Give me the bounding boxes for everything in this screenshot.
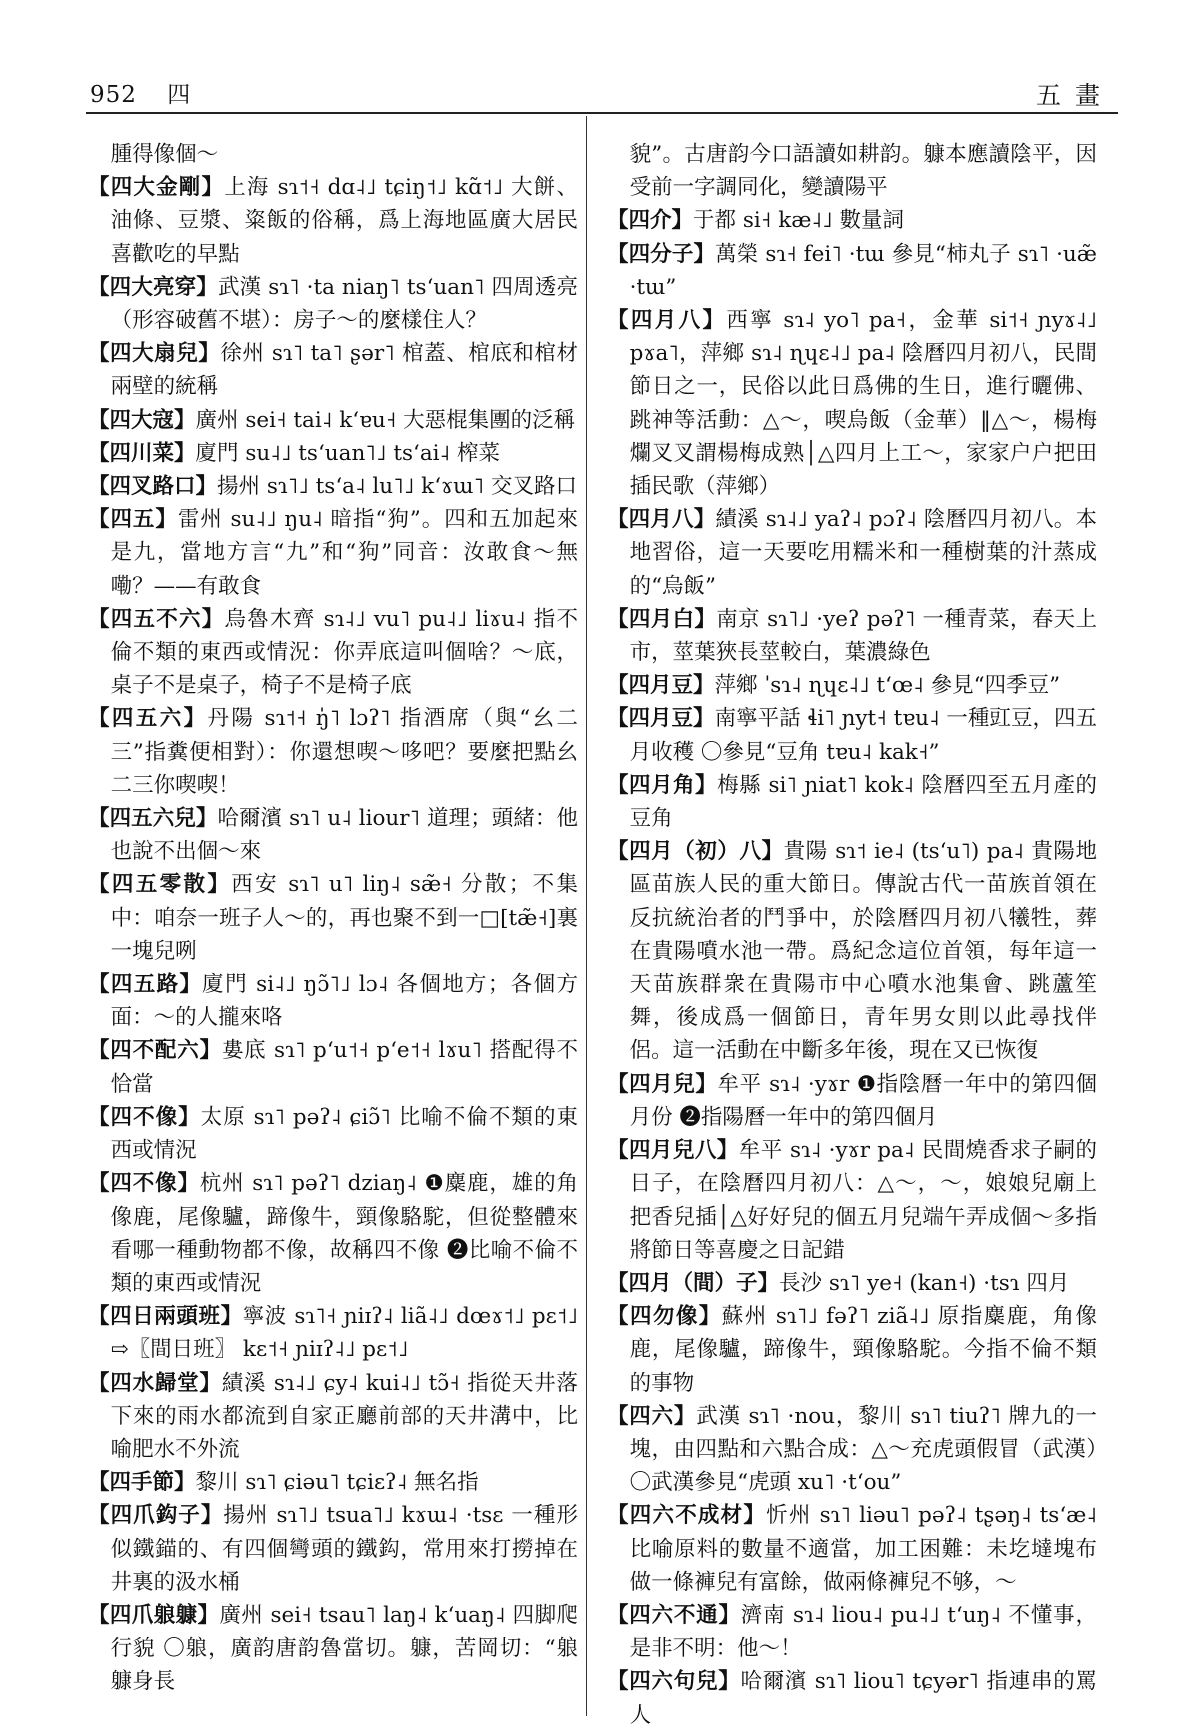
dictionary-entry	[88, 171, 578, 271]
dictionary-entry	[607, 835, 1097, 1067]
entry-headword: 【四月兒八】	[607, 1138, 739, 1164]
page-number: 952	[90, 82, 137, 108]
entry-headword: 【四五六兒】	[88, 806, 218, 832]
dictionary-entry	[607, 603, 1097, 669]
entry-body: 南寧平話 ɬi˥ ɲyt˧ tɐu˨ 一種豇豆，四五月收穫 〇參見“豆角 tɐu˨ kak˧”	[629, 706, 1097, 765]
entry-headword: 【四月豆】	[607, 706, 715, 732]
dictionary-entry	[88, 968, 578, 1034]
right-column	[607, 138, 1097, 1732]
entry-headword: 【四月角】	[607, 772, 718, 798]
entry-body: 貌”。古唐韵今口語讀如耕韵。躿本應讀陰平，因受前一字調同化，變讀陽平	[629, 142, 1097, 201]
header-left	[90, 76, 191, 109]
dictionary-entry	[607, 304, 1097, 503]
entry-headword: 【四不像】	[88, 1104, 201, 1130]
entry-body: 西寧 sɿ˨ yo˥ pa˧，金華 si˦˧ ɲyɤ˨˩ pɤa˥，萍鄉 sɿ˨ ɳɥɛ˨˩ pa˨ 陰曆四月初八，民間節日之一，民俗以此日爲佛的生日，進行曬佛、跳神等活動：△～，喫烏飯（金華）‖△～，楊梅爛叉叉謂楊梅成熟│△四月上工～，家家户户把田插民歌（萍鄉）	[629, 308, 1097, 500]
dictionary-entry	[607, 769, 1097, 835]
entry-body: 萬榮 sɿ˧ fei˥ ·tɯ 參見“柿丸子 sɿ˥ ·uæ̃ ·tɯ”	[629, 241, 1097, 300]
entry-headword: 【四日兩頭班】	[88, 1304, 243, 1330]
entry-body: 黎川 sɿ˥ ɕiəu˥ tɕiɛʔ˨ 無名指	[195, 1470, 479, 1496]
entry-headword: 【四爪躴躿】	[88, 1602, 220, 1628]
dictionary-entry	[607, 1400, 1097, 1500]
dictionary-entry	[88, 702, 578, 802]
entry-headword: 【四五零散】	[88, 872, 232, 898]
entry-body: 上海 sɿ˦˧ dɑ˨˩ tɕiŋ˦˩ kɑ̃˦˩ 大餅、油條、豆漿、粢飯的俗稱，爲上海地區廣大居民喜歡吃的早點	[110, 175, 578, 267]
entry-headword: 【四五】	[88, 507, 178, 533]
entry-headword: 【四大亮穿】	[88, 274, 218, 300]
entry-body: 烏魯木齊 sɿ˨˩ vu˥ pu˨˩ liɤu˨ 指不倫不類的東西或情況：你弄底這叫個啥？～底，桌子不是桌子，椅子不是椅子底	[110, 606, 578, 699]
entry-body: 梅縣 si˥ ɲiat˥ kok˨ 陰曆四至五月產的豆角	[629, 772, 1097, 832]
dictionary-entry	[607, 1134, 1097, 1267]
dictionary-entry	[88, 1367, 578, 1467]
entry-body: 南京 sɿ˥˩ ·yeʔ pəʔ˥ 一種青菜，春天上市，莖葉狹長莖較白，葉濃綠色	[629, 606, 1097, 666]
entry-headword: 【四月（初）八】	[607, 839, 784, 865]
entry-body: 武漢 sɿ˥ ·nou，黎川 sɿ˥ tiuʔ˥ 牌九的一塊，由四點和六點合成：△～充虎頭假冒（武漢）〇武漢參見“虎頭 xu˥ ·tʻou”	[629, 1403, 1097, 1496]
dictionary-entry	[88, 470, 578, 503]
dictionary-entry	[88, 1466, 578, 1499]
dictionary-entry	[607, 1267, 1097, 1300]
entry-body: 長沙 sɿ˥ ye˧ (kan˧) ·tsɿ 四月	[779, 1270, 1070, 1296]
entry-body: 武漢 sɿ˥ ·ta niaŋ˥ tsʻuan˥ 四周透亮（形容破舊不堪）：房子～的麼樣住人？	[110, 274, 578, 334]
page-header	[86, 72, 1118, 114]
dictionary-entry	[88, 1599, 578, 1699]
entry-body: 寧波 sɿ˥˧ ɲiɪʔ˨ liã˨˩ dœɤ˦˩ pɛ˦˩ ⇨〖間日班〗 kɛ˦˧ ɲiɪʔ˨˩ pɛ˦˩	[110, 1304, 578, 1363]
dictionary-entry	[88, 868, 578, 968]
entry-body: 萍鄉 ˈsɿ˨ ɳɥɛ˨˩ tʻœ˨ 參見“四季豆”	[714, 673, 1061, 699]
entry-body: 西安 sɿ˥ u˥ liŋ˨ sæ̃˧ 分散；不集中：咱奈一班子人～的，再也聚不到一□[tæ̃˧]裏一塊兒咧	[110, 872, 578, 964]
entry-body: 忻州 sɿ˥ liəu˥ pəʔ˨ tʂəŋ˨ tsʻæ˨ 比喻原料的數量不適當，加工困難：未圪墶塊布做一條褲兒有富餘，做兩條褲兒不够，～	[629, 1503, 1097, 1595]
entry-headword: 【四五不六】	[88, 606, 225, 632]
entry-headword: 【四大金剛】	[88, 175, 225, 201]
entry-body: 蘇州 sɿ˥˩ fəʔ˥ ziã˨˩ 原指麋鹿，角像鹿，尾像驢，蹄像牛，頸像駱駝。今指不倫不類的事物	[629, 1304, 1097, 1396]
entry-body: 雷州 su˨˩ ŋu˨ 暗指“狗”。四和五加起來是九，當地方言“九”和“狗”同音：汝敢食～無嘞？——有敢食	[110, 507, 578, 599]
entry-body: 徐州 sɿ˥ ta˥ ʂər˥ 棺蓋、棺底和棺材兩壁的統稱	[110, 341, 578, 400]
dictionary-entry	[607, 138, 1097, 204]
entry-body: 哈爾濱 sɿ˥ liou˥ tɕyər˥ 指連串的罵人	[629, 1669, 1097, 1728]
entry-body: 丹陽 sɿ˦˧ ŋ̍˥ lɔʔ˥ 指酒席（與“幺二三”指糞便相對）：你還想喫～哆吧？要麼把點幺二三你喫喫！	[110, 706, 578, 798]
column-divider	[586, 116, 587, 1716]
entry-headword: 【四大扇兒】	[88, 341, 221, 367]
entry-body: 腫得像個～	[110, 142, 219, 167]
dictionary-entry	[88, 437, 578, 470]
entry-headword: 【四分子】	[607, 241, 716, 267]
dictionary-entry	[88, 337, 578, 403]
dictionary-entry	[88, 138, 578, 171]
entry-headword: 【四月八】	[607, 308, 727, 334]
entry-body: 牟平 sɿ˨ ·yɤr pa˨ 民間燒香求子嗣的日子，在陰曆四月初八：△～，～，娘娘兒廟上把香兒插│△好好兒的個五月兒端午弄成個～多指將節日等喜慶之日記錯	[629, 1138, 1097, 1263]
entry-headword: 【四水歸堂】	[88, 1370, 222, 1396]
entry-headword: 【四月（間）子】	[607, 1270, 780, 1296]
entry-body: 太原 sɿ˥ pəʔ˨ ɕiɔ̃˥ 比喻不倫不類的東西或情況	[110, 1104, 578, 1164]
entry-headword: 【四月白】	[607, 606, 717, 632]
entry-body: 廣州 sei˧ tsau˥ laŋ˨ kʻuaŋ˨ 四脚爬行貌 〇躴，廣韵唐韵魯當切。躿，苦岡切：“躴躿身長	[110, 1602, 578, 1695]
entry-body: 廈門 si˨˩ ŋɔ̃˥˩ lɔ˨ 各個地方；各個方面：～的人攏來咯	[110, 972, 578, 1031]
dictionary-entry	[607, 503, 1097, 603]
entry-body: 濟南 sɿ˨ liou˨ pu˨˩ tʻuŋ˨ 不懂事，是非不明：他～！	[629, 1602, 1097, 1662]
entry-headword: 【四叉路口】	[88, 474, 218, 500]
dictionary-entry	[88, 503, 578, 603]
entry-body: 婁底 sɿ˥ pʻu˦˧ pʻe˦˧ lɤu˥ 搭配得不恰當	[110, 1038, 578, 1097]
entry-headword: 【四五路】	[88, 972, 203, 998]
dictionary-entry	[607, 1665, 1097, 1731]
dictionary-entry	[607, 1300, 1097, 1400]
entry-body: 杭州 sɿ˥ pəʔ˥ dziaŋ˨ ❶麋鹿，雄的角像鹿，尾像驢，蹄像牛，頸像駱駝，但從整體來看哪一種動物都不像，故稱四不像 ❷比喻不倫不類的東西或情況	[110, 1171, 578, 1296]
entry-headword: 【四六句兒】	[607, 1669, 741, 1695]
entry-body: 揚州 sɿ˥˩ tsua˥˩ kɤɯ˨ ·tsɛ 一種形似鐵錨的、有四個彎頭的鐵鈎，常用來打撈掉在井裏的汲水桶	[110, 1503, 578, 1595]
entry-body: 于都 si˧ kæ˨˩ 數量詞	[693, 208, 904, 234]
entry-headword: 【四月八】	[607, 507, 716, 533]
entry-body: 廣州 sei˧ tai˨ kʻɐu˧ 大惡棍集團的泛稱	[195, 407, 576, 433]
entry-headword: 【四爪鈎子】	[88, 1503, 224, 1529]
entry-headword: 【四勿像】	[607, 1304, 722, 1330]
dictionary-entry	[607, 1499, 1097, 1599]
dictionary-entry	[607, 1068, 1097, 1134]
entry-headword: 【四五六】	[88, 706, 208, 732]
left-column	[88, 138, 578, 1699]
entry-body: 揚州 sɿ˥˩ tsʻa˨ lu˥˩ kʻɤɯ˥ 交叉路口	[217, 474, 577, 500]
dictionary-entry	[607, 702, 1097, 768]
entry-body: 廈門 su˨˩ tsʻuan˥˩ tsʻai˨ 榨菜	[195, 440, 500, 466]
entry-body: 績溪 sɿ˨˩ ɕy˨ kui˨˩ tɔ̃˧ 指從天井落下來的雨水都流到自家正廳前部的天井溝中，比喻肥水不外流	[110, 1370, 578, 1462]
entry-body: 牟平 sɿ˨ ·yɤr ❶指陰曆一年中的第四個月份 ❷指陽曆一年中的第四個月	[629, 1071, 1097, 1130]
dictionary-entry	[607, 238, 1097, 304]
section-title: 五畫	[1035, 81, 1114, 110]
entry-body: 哈爾濱 sɿ˥ u˨ liour˥ 道理；頭緒：他也說不出個～來	[110, 806, 578, 865]
dictionary-entry	[88, 404, 578, 437]
entry-headword: 【四月兒】	[607, 1071, 718, 1097]
dictionary-entry	[88, 1167, 578, 1300]
entry-headword: 【四川菜】	[88, 440, 196, 466]
entry-headword: 【四手節】	[88, 1470, 196, 1496]
entry-body: 貴陽 sɿ˦ ie˨ (tsʻu˥) pa˨ 貴陽地區苗族人民的重大節日。傳說古代一苗族首領在反抗統治者的鬥爭中，於陰曆四月初八犧牲，葬在貴陽噴水池一帶。爲紀念這位首領，每年這一天苗族群衆在貴陽市中心噴水池集會、跳蘆笙舞，後成爲一個節日，青年男女則以此尋找伴侶。這一活動在中斷多年後，現在又已恢復	[629, 839, 1097, 1064]
dictionary-entry	[88, 1300, 578, 1366]
dictionary-entry	[88, 1499, 578, 1599]
dictionary-entry	[607, 204, 1097, 237]
entry-headword: 【四六不通】	[607, 1602, 741, 1628]
entry-headword: 【四六不成材】	[607, 1503, 767, 1529]
entry-headword: 【四不配六】	[88, 1038, 222, 1064]
dictionary-entry	[607, 669, 1097, 702]
entry-headword: 【四介】	[607, 208, 694, 234]
dictionary-entry	[607, 1599, 1097, 1665]
dictionary-entry	[88, 1034, 578, 1100]
dictionary-entry	[88, 603, 578, 703]
entry-headword: 【四大寇】	[88, 407, 196, 433]
entry-headword: 【四六】	[607, 1403, 697, 1429]
dictionary-entry	[88, 1101, 578, 1167]
entry-body: 績溪 sɿ˨˩ yaʔ˨ pɔʔ˨ 陰曆四月初八。本地習俗，這一天要吃用糯米和一種樹葉的汁蒸成的“烏飯”	[629, 507, 1097, 599]
dictionary-entry	[88, 802, 578, 868]
section-character: 四	[167, 82, 192, 108]
entry-headword: 【四月豆】	[607, 673, 715, 699]
entry-headword: 【四不像】	[88, 1171, 200, 1197]
dictionary-entry	[88, 271, 578, 337]
